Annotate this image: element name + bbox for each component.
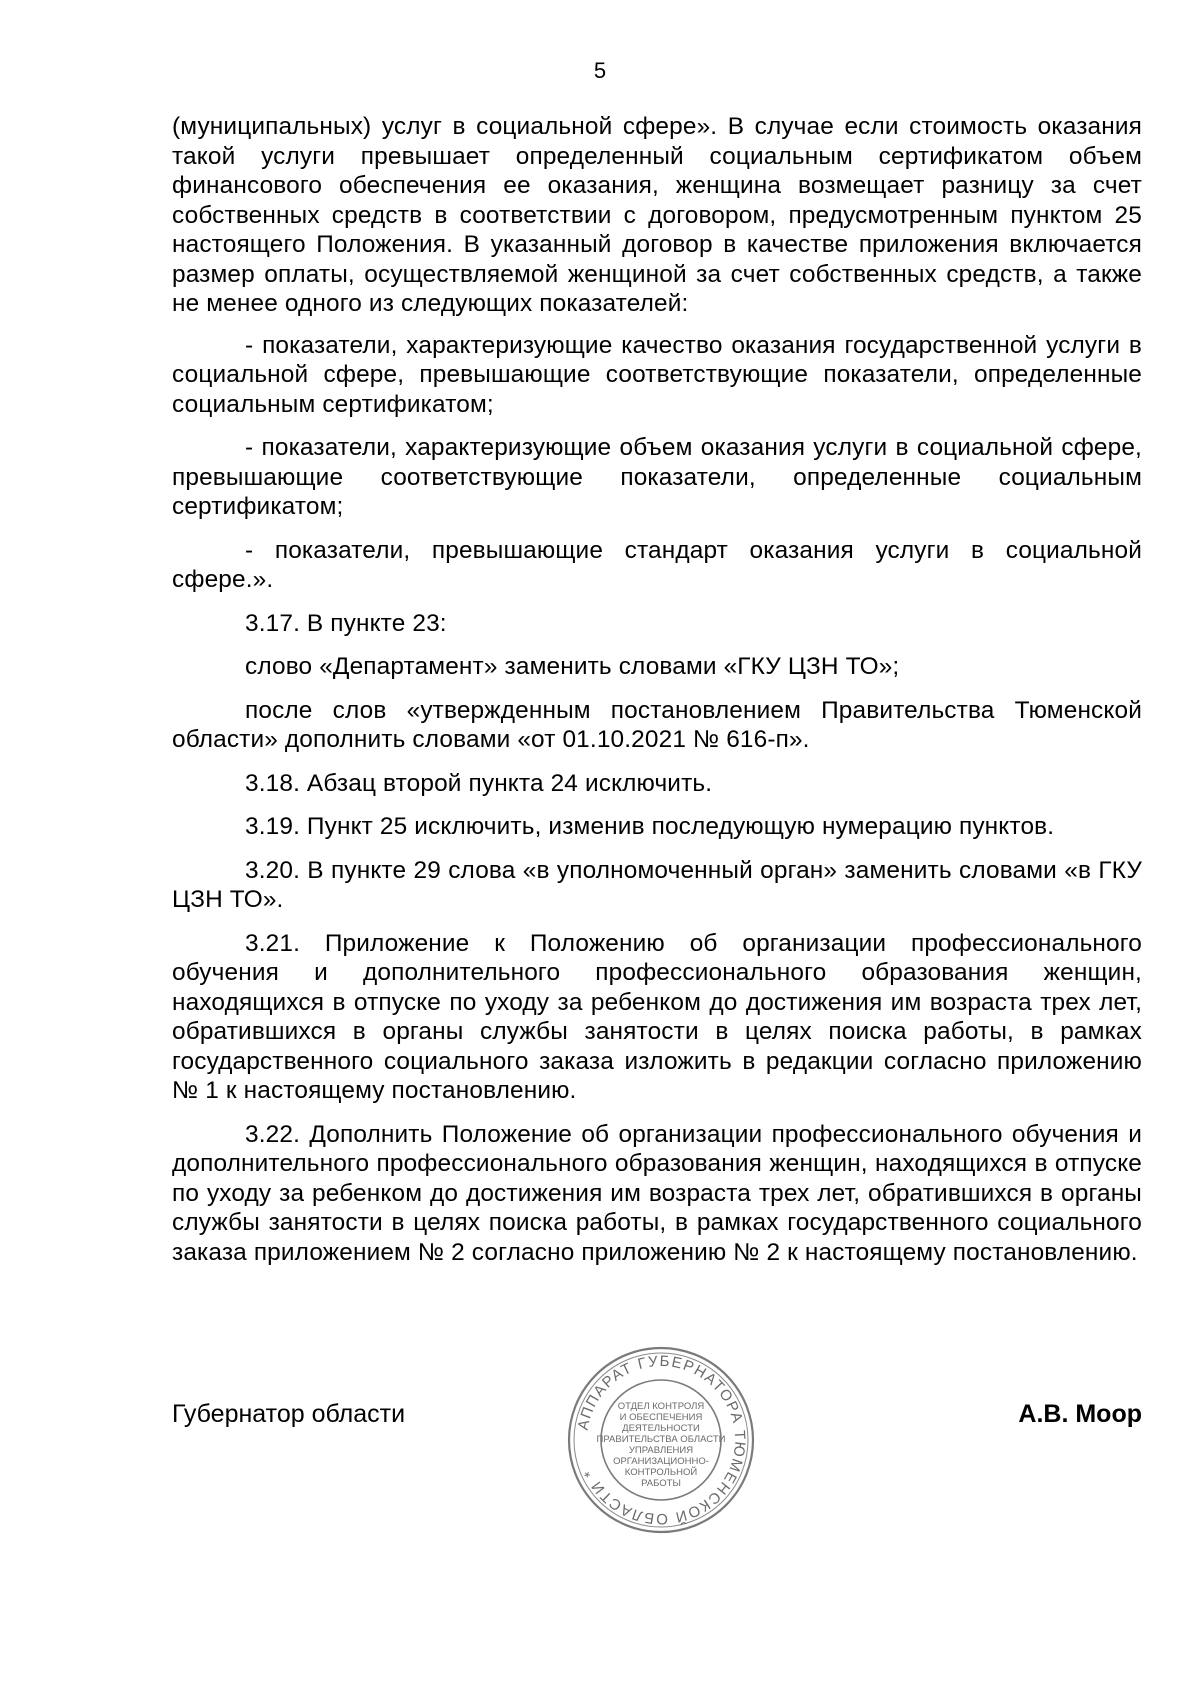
paragraph-3-20: 3.20. В пункте 29 слова «в уполномоченный орган» заменить словами «в ГКУ ЦЗН ТО».	[172, 856, 1142, 913]
stamp-inner-line: И ОБЕСПЕЧЕНИЯ	[619, 1412, 703, 1423]
stamp-inner-line: ПРАВИТЕЛЬСТВА ОБЛАСТИ	[596, 1434, 726, 1445]
stamp-inner-line: ОРГАНИЗАЦИОННО-	[613, 1456, 709, 1467]
signatory-name: А.В. Моор	[1018, 1400, 1142, 1428]
page-number: 5	[593, 58, 607, 83]
paragraph-3-17-word: слово «Департамент» заменить словами «ГКУ ЦЗН ТО»;	[245, 653, 900, 680]
stamp-inner-line: ОТДЕЛ КОНТРОЛЯ	[617, 1401, 705, 1412]
paragraph-3-17-after: после слов «утвержденным постановлением Правительства Тюменской области» дополнить словами «от 01.10.2021 № 616-п».	[172, 696, 1142, 753]
paragraph-3-22: 3.22. Дополнить Положение об организации профессионального обучения и дополнительного профессионального образования женщин, находящихся в отпуске по уходу за ребенком до достижения им возраста трех лет, обратившихся в органы службы занятости в целях поиска работы, в рамках государственного социального заказа приложением № 2 согласно приложению № 2 к настоящему постановлению.	[172, 1120, 1142, 1266]
paragraph-bullet-volume: - показатели, характеризующие объем оказания услуги в социальной сфере, превышающие соответствующие показатели, определенные социальным сертификатом;	[172, 434, 1142, 520]
official-stamp	[566, 1345, 756, 1535]
stamp-inner-line: РАБОТЫ	[641, 1478, 681, 1489]
paragraph-3-17: 3.17. В пункте 23:	[245, 609, 447, 637]
paragraph-3-18: 3.18. Абзац второй пункта 24 исключить.	[245, 769, 713, 797]
document-body	[172, 112, 1142, 1281]
stamp-inner-line: КОНТРОЛЬНОЙ	[624, 1467, 698, 1478]
stamp-ring-text: АППАРАТ ГУБЕРНАТОРА ТЮМЕНСКОЙ ОБЛАСТИ *	[574, 1352, 749, 1528]
paragraph-3-21: 3.21. Приложение к Положению об организации профессионального обучения и дополнительного профессионального образования женщин, находящихся в отпуске по уходу за ребенком до достижения им возраста трех лет, обратившихся в органы службы занятости в целях поиска работы, в рамках государственного социального заказа изложить в редакции согласно приложению № 1 к настоящему постановлению.	[172, 929, 1142, 1104]
stamp-inner-line: УПРАВЛЕНИЯ	[628, 1445, 694, 1456]
paragraph-bullet-standard: - показатели, превышающие стандарт оказания услуги в социальной сфере.».	[172, 536, 1142, 593]
signatory-position: Губернатор области	[172, 1400, 406, 1428]
paragraph-continuation: (муниципальных) услуг в социальной сфере». В случае если стоимость оказания такой услуги превышает определенный социальным сертификатом объем финансового обеспечения ее оказания, женщина возмещает разницу за счет собственных средств в соответствии с договором, предусмотренным пунктом 25 настоящего Положения. В указанный договор в качестве приложения включается размер оплаты, осуществляемой женщиной за счет собственных средств, а также не менее одного из следующих показателей:	[172, 113, 1142, 317]
stamp-inner-line: ДЕЯТЕЛЬНОСТИ	[622, 1423, 700, 1434]
stamp-seal-icon	[566, 1345, 756, 1535]
paragraph-3-19: 3.19. Пункт 25 исключить, изменив последующую нумерацию пунктов.	[245, 813, 1055, 840]
paragraph-bullet-quality: - показатели, характеризующие качество оказания государственной услуги в социальной сфере, превышающие соответствующие показатели, определенные социальным сертификатом;	[172, 331, 1142, 418]
